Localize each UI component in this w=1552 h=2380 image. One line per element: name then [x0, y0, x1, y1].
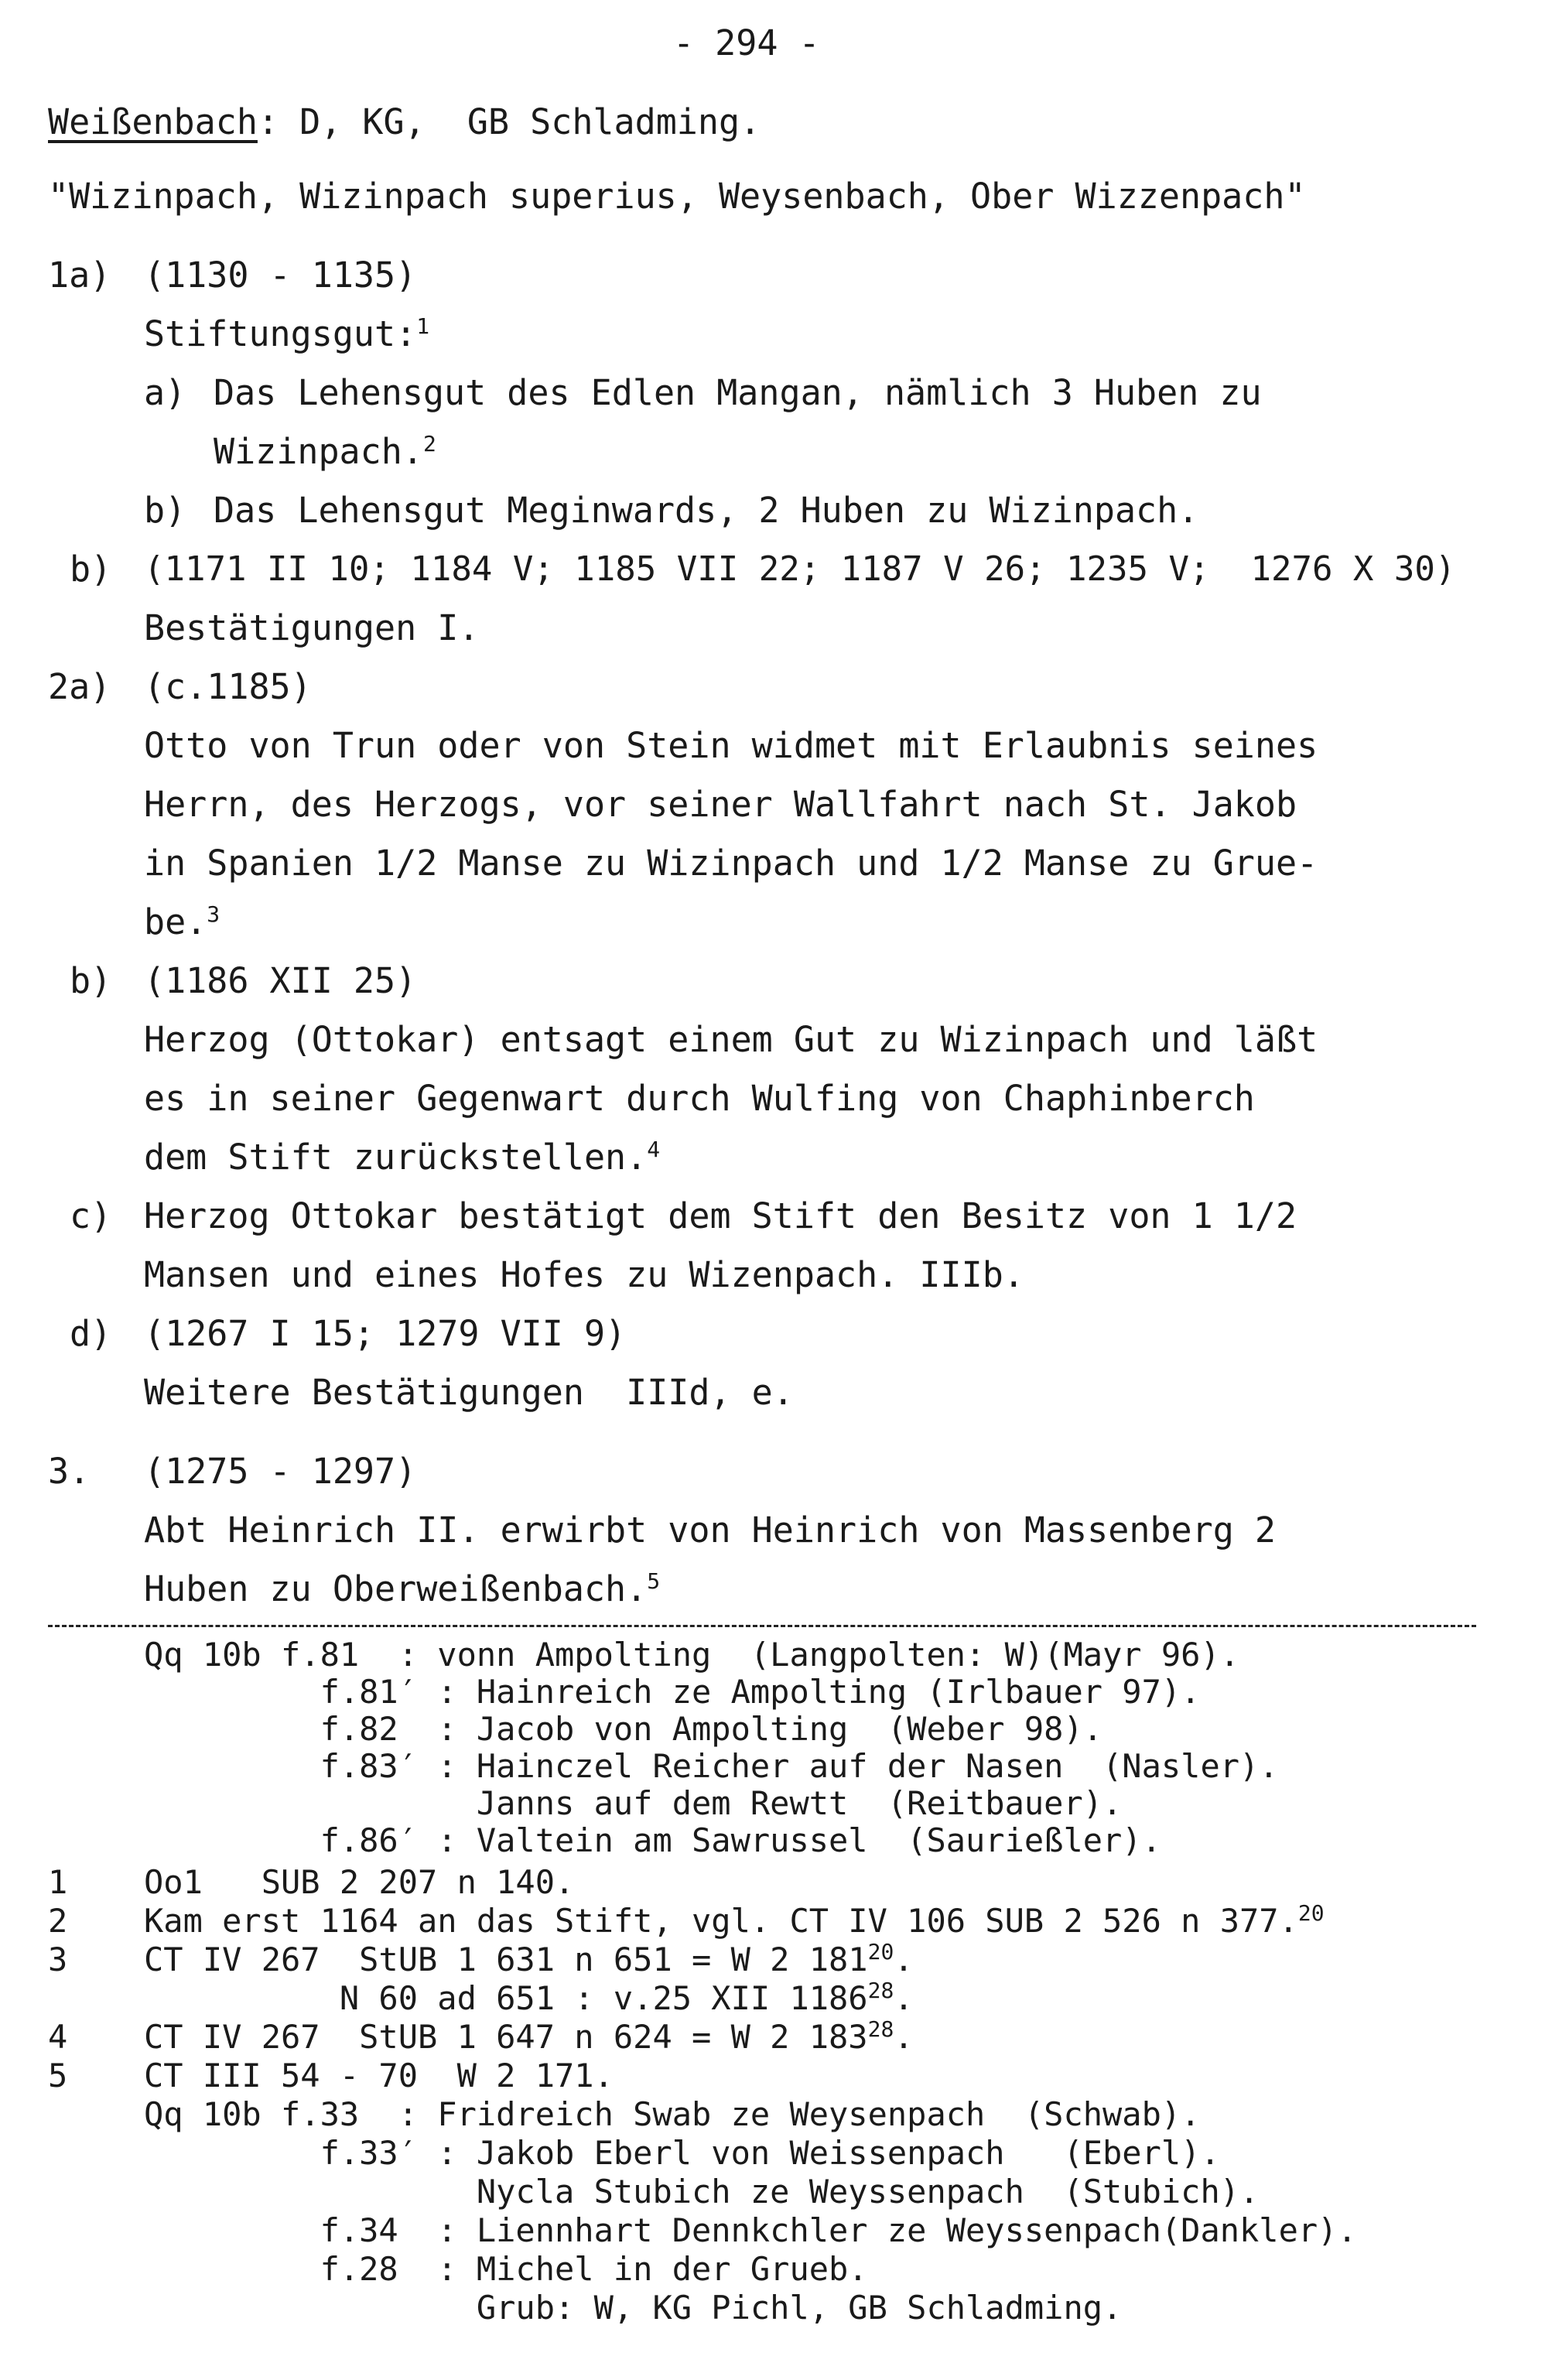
section-label: 1a) — [48, 255, 111, 296]
historic-names: "Wizinpach, Wizinpach superius, Weysenbach, Ober Wizzenpach" — [48, 176, 1306, 217]
source-note: Qq 10b f.33 : Fridreich Swab ze Weysenpach (Schwab). — [144, 2095, 1201, 2133]
section-date: (c.1185) — [144, 666, 312, 707]
section-date: (1171 II 10; 1184 V; 1185 VII 22; 1187 V 26; 1235 V; 1276 X 30) — [144, 549, 1456, 589]
item-label: b) — [144, 490, 186, 531]
footnote-text: CT III 54 - 70 W 2 171. — [144, 2057, 614, 2094]
source-note: f.33′ : Jakob Eberl von Weissenpach (Eberl). — [144, 2134, 1220, 2172]
footnote-text: CT IV 267 StUB 1 647 n 624 = W 2 $183^{28}$. — [144, 2016, 914, 2056]
source-note: f.82 : Jacob von Ampolting (Weber 98). — [144, 1710, 1103, 1748]
footnote-number: 5 — [48, 2057, 68, 2094]
text-line: Das Lehensgut des Edlen Mangan, nämlich 3 Huben zu — [214, 372, 1262, 413]
footnote-ref: 2 — [422, 431, 436, 457]
text-line: Weitere Bestätigungen IIId, e. — [144, 1372, 794, 1413]
footnote-text: N 60 ad 651 : v.25 XII 1186$^{28}$. — [144, 1978, 914, 2017]
footnote-number: 1 — [48, 1863, 68, 1901]
source-note: Nycla Stubich ze Weyssenpach (Stubich). — [144, 2173, 1260, 2211]
text-line: Bestätigungen I. — [144, 607, 480, 648]
section-date: (1186 XII 25) — [144, 960, 417, 1001]
heading-line — [48, 102, 761, 142]
place-name: Weißenbach — [48, 101, 258, 142]
text-line: es in seiner Gegenwart durch Wulfing von Chaphinberch — [144, 1078, 1255, 1119]
footnote-ref: 3 — [207, 901, 220, 927]
source-note: f.28 : Michel in der Grueb. — [144, 2250, 868, 2288]
footnote-number: 3 — [48, 1941, 68, 1978]
section-date: (1267 I 15; 1279 VII 9) — [144, 1313, 627, 1354]
text-line: be.$^3$ — [144, 901, 220, 942]
footnote-divider — [48, 1625, 1476, 1627]
text-line: Huben zu Oberweißenbach.$^5$ — [144, 1568, 661, 1609]
footnote-number: 4 — [48, 2018, 68, 2056]
section-label: 3. — [48, 1451, 91, 1492]
section-label: c) — [70, 1195, 112, 1236]
text-line: dem Stift zurückstellen.$^4$ — [144, 1137, 661, 1178]
footnote-ref: 4 — [647, 1137, 661, 1162]
text-line: in Spanien 1/2 Manse zu Wizinpach und 1/2 Manse zu Grue- — [144, 843, 1318, 884]
section-label: d) — [70, 1313, 112, 1354]
section-label: b) — [70, 960, 112, 1001]
footnote-number: 2 — [48, 1902, 68, 1940]
source-note: f.86′ : Valtein am Sawrussel (Saurießler). — [144, 1821, 1161, 1859]
page-number: - 294 - — [673, 22, 820, 63]
text-line: Otto von Trun oder von Stein widmet mit Erlaubnis seines — [144, 725, 1318, 766]
text-line: Wizinpach.$^2$ — [214, 431, 436, 472]
source-note: Grub: W, KG Pichl, GB Schladming. — [144, 2289, 1123, 2327]
section-label: 2a) — [48, 666, 111, 707]
footnote-ref: 1 — [416, 313, 430, 339]
footnote-ref: 28 — [867, 2016, 894, 2042]
source-note: Qq 10b f.81 : vonn Ampolting (Langpolten: W)(Mayr 96). — [144, 1636, 1240, 1674]
text-line: Das Lehensgut Meginwards, 2 Huben zu Wizinpach. — [214, 490, 1199, 531]
text-line: Stiftungsgut:$^1$ — [144, 313, 430, 354]
footnote-ref: 20 — [867, 1939, 894, 1965]
footnote-ref: 20 — [1297, 1900, 1325, 1926]
section-date: (1275 - 1297) — [144, 1451, 417, 1492]
text-line: Herzog Ottokar bestätigt dem Stift den Besitz von 1 1/2 — [144, 1195, 1297, 1236]
footnote-text: Kam erst 1164 an das Stift, vgl. CT IV 106 SUB 2 526 n 377.20 — [144, 1900, 1325, 1940]
text-line: Herrn, des Herzogs, vor seiner Wallfahrt nach St. Jakob — [144, 784, 1297, 825]
footnote-ref: 28 — [867, 1978, 894, 2003]
footnote-ref: 5 — [647, 1568, 661, 1594]
footnote-text: Oo1 SUB 2 207 n 140. — [144, 1863, 575, 1901]
text-line: Herzog (Ottokar) entsagt einem Gut zu Wizinpach und läßt — [144, 1019, 1318, 1060]
source-note: Janns auf dem Rewtt (Reitbauer). — [144, 1784, 1123, 1822]
text-line: Abt Heinrich II. erwirbt von Heinrich von Massenberg 2 — [144, 1510, 1276, 1551]
text-line: Mansen und eines Hofes zu Wizenpach. IIIb. — [144, 1254, 1024, 1295]
section-label: b) — [70, 549, 112, 590]
source-note: f.34 : Liennhart Dennkchler ze Weyssenpach(Dankler). — [144, 2211, 1357, 2249]
section-date: (1130 - 1135) — [144, 255, 417, 296]
source-note: f.83′ : Hainczel Reicher auf der Nasen (Nasler). — [144, 1747, 1279, 1785]
place-info: : D, KG, GB Schladming. — [257, 101, 761, 142]
footnote-text: CT IV 267 StUB 1 631 n 651 = W 2 $181^{20}$. — [144, 1939, 914, 1978]
source-note: f.81′ : Hainreich ze Ampolting (Irlbauer 97). — [144, 1673, 1201, 1711]
item-label: a) — [144, 372, 186, 413]
